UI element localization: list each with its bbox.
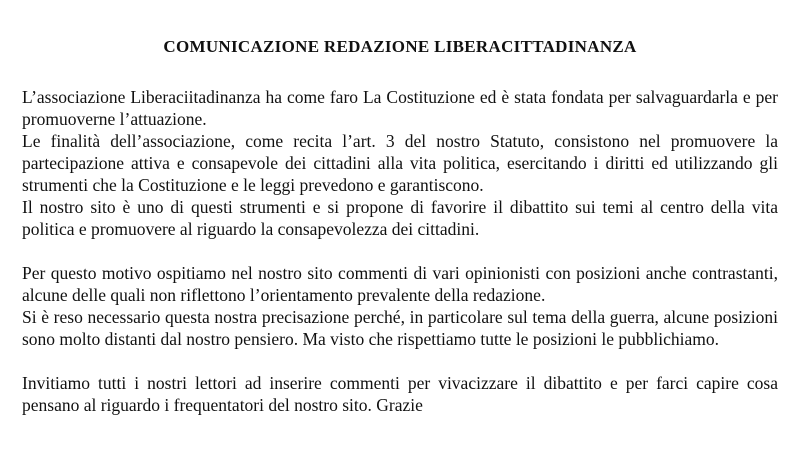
paragraph: Per questo motivo ospitiamo nel nostro sito commenti di vari opinionisti con posizioni anche contrastanti, alcune delle quali non riflettono l’orientamento prevalente della redazione. xyxy=(22,263,778,305)
paragraph: Il nostro sito è uno di questi strumenti e si propone di favorire il dibattito sui temi al centro della vita politica e promuovere al riguardo la consapevolezza dei cittadini. xyxy=(22,197,778,239)
paragraph-block-positions xyxy=(22,262,778,350)
paragraph-block-invitation xyxy=(22,372,778,416)
paragraph: Le finalità dell’associazione, come recita l’art. 3 del nostro Statuto, consistono nel promuovere la partecipazione attiva e consapevole dei cittadini alla vita politica, esercitando i diritti ed utilizzando gli strumenti che la Costituzione e le leggi prevedono e garantiscono. xyxy=(22,131,778,195)
paragraph-block-intro xyxy=(22,86,778,240)
paragraph: Invitiamo tutti i nostri lettori ad inserire commenti per vivacizzare il dibattito e per farci capire cosa pensano al riguardo i frequentatori del nostro sito. Grazie xyxy=(22,373,778,415)
paragraph: Si è reso necessario questa nostra precisazione perché, in particolare sul tema della guerra, alcune posizioni sono molto distanti dal nostro pensiero. Ma visto che rispettiamo tutte le posizioni le pubblichiamo. xyxy=(22,307,778,349)
document-title: COMUNICAZIONE REDAZIONE LIBERACITTADINANZA xyxy=(163,37,637,56)
paragraph: L’associazione Liberaciitadinanza ha come faro La Costituzione ed è stata fondata per salvaguardarla e per promuoverne l’attuazione. xyxy=(22,87,778,129)
